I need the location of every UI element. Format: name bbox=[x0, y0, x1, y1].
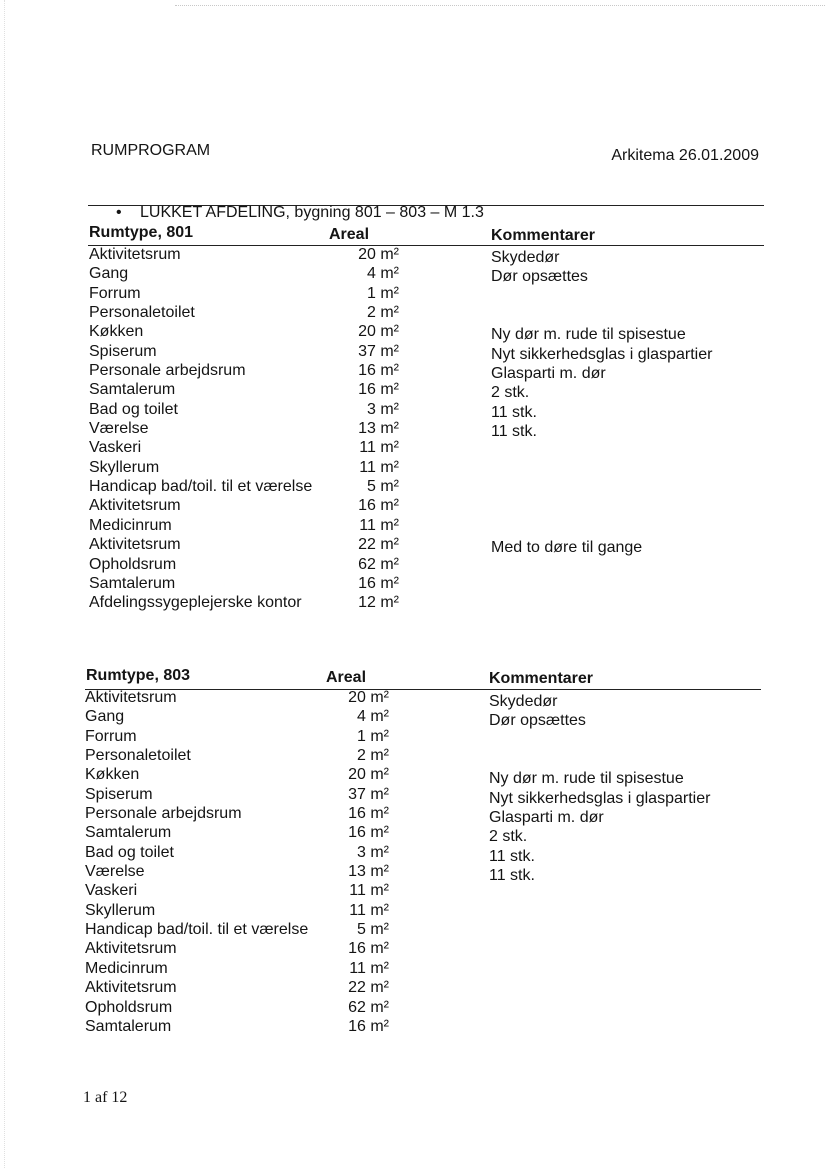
table-row bbox=[85, 785, 765, 807]
room-name: Køkken bbox=[85, 766, 140, 784]
room-comment: Ny dør m. rude til spisestue bbox=[489, 770, 684, 788]
room-area: 4 m² bbox=[357, 708, 389, 726]
bullet-icon: • bbox=[116, 204, 122, 221]
room-name: Vaskeri bbox=[85, 882, 138, 900]
table-row bbox=[85, 823, 765, 846]
room-area: 16 m² bbox=[348, 824, 389, 842]
room-name: Aktivitetsrum bbox=[89, 246, 181, 263]
room-name: Bad og toilet bbox=[85, 843, 174, 861]
table-row bbox=[89, 245, 769, 264]
table-803-header-room-type: Rumtype, 803 bbox=[86, 667, 191, 684]
room-name: Spiserum bbox=[85, 785, 153, 803]
room-name: Aktivitetsrum bbox=[85, 979, 177, 997]
table-row bbox=[89, 380, 769, 402]
room-comment: Ny dør m. rude til spisestue bbox=[491, 326, 686, 344]
room-name: Værelse bbox=[89, 420, 149, 438]
room-area: 11 m² bbox=[349, 959, 389, 977]
room-area: 11 m² bbox=[359, 458, 399, 476]
table-row bbox=[89, 477, 769, 496]
room-name: Køkken bbox=[89, 323, 144, 341]
room-name: Personaletoilet bbox=[85, 747, 191, 765]
room-area: 11 m² bbox=[359, 516, 399, 534]
room-area: 16 m² bbox=[358, 362, 399, 380]
table-row bbox=[89, 574, 769, 593]
room-area: 16 m² bbox=[358, 574, 399, 592]
room-comment: 11 stk. bbox=[491, 423, 537, 441]
table-801-header-room-type: Rumtype, 801 bbox=[89, 224, 194, 241]
room-name: Aktivitetsrum bbox=[89, 536, 181, 554]
room-name: Gang bbox=[89, 265, 129, 283]
room-area: 4 m² bbox=[367, 265, 399, 283]
table-row bbox=[85, 920, 765, 939]
room-area: 16 m² bbox=[348, 940, 389, 958]
room-comment: Med to døre til gange bbox=[491, 539, 643, 557]
room-name: Værelse bbox=[85, 863, 145, 881]
document-meta: Arkitema 26.01.2009 bbox=[611, 147, 759, 164]
room-area: 22 m² bbox=[358, 536, 399, 554]
table-row bbox=[85, 939, 765, 958]
table-row bbox=[89, 303, 769, 322]
room-name: Skyllerum bbox=[89, 458, 160, 476]
room-name: Samtalerum bbox=[85, 824, 172, 842]
room-area: 62 m² bbox=[358, 555, 399, 573]
room-area: 20 m² bbox=[348, 766, 389, 784]
table-801-rows bbox=[89, 245, 769, 613]
section-heading bbox=[116, 204, 484, 222]
table-row bbox=[85, 959, 765, 978]
scan-artifact-left bbox=[4, 0, 5, 1168]
room-name: Gang bbox=[85, 708, 125, 726]
table-803-header-comments: Kommentarer bbox=[489, 670, 594, 687]
room-name: Opholdsrum bbox=[85, 998, 173, 1016]
room-name: Handicap bad/toil. til et værelse bbox=[85, 921, 309, 939]
room-name: Forrum bbox=[89, 284, 141, 302]
room-area: 1 m² bbox=[367, 284, 399, 302]
table-row bbox=[89, 458, 769, 477]
room-area: 3 m² bbox=[367, 400, 399, 418]
room-name: Opholdsrum bbox=[89, 555, 177, 573]
table-row bbox=[89, 593, 769, 612]
table-row bbox=[85, 978, 765, 997]
table-row bbox=[89, 555, 769, 574]
room-area: 22 m² bbox=[348, 979, 389, 997]
room-name: Afdelingssygeplejerske kontor bbox=[89, 594, 302, 612]
table-row bbox=[89, 284, 769, 303]
room-name: Aktivitetsrum bbox=[89, 497, 181, 515]
room-area: 5 m² bbox=[367, 478, 399, 496]
room-comment: Skydedør bbox=[489, 693, 558, 710]
room-area: 62 m² bbox=[348, 998, 389, 1016]
scan-artifact-top bbox=[175, 5, 825, 6]
room-area: 16 m² bbox=[348, 1017, 389, 1035]
room-name: Medicinrum bbox=[85, 959, 168, 977]
room-area: 11 m² bbox=[359, 439, 399, 457]
room-area: 1 m² bbox=[357, 727, 389, 745]
room-area: 16 m² bbox=[358, 381, 399, 399]
room-area: 37 m² bbox=[358, 342, 399, 360]
room-name: Samtalerum bbox=[89, 574, 176, 592]
table-row bbox=[85, 707, 765, 730]
room-name: Skyllerum bbox=[85, 901, 156, 919]
room-comment: 11 stk. bbox=[489, 847, 535, 865]
room-name: Spiserum bbox=[89, 342, 157, 360]
table-801-header-comments: Kommentarer bbox=[491, 227, 596, 244]
section-heading-text: LUKKET AFDELING, bygning 801 – 803 – M 1.3 bbox=[140, 204, 484, 221]
room-name: Bad og toilet bbox=[89, 400, 178, 418]
room-area: 37 m² bbox=[348, 785, 389, 803]
room-area: 13 m² bbox=[358, 420, 399, 438]
table-row bbox=[85, 746, 765, 765]
room-comment: 11 stk. bbox=[491, 403, 537, 421]
room-comment: Skydedør bbox=[491, 249, 560, 266]
room-name: Samtalerum bbox=[89, 381, 176, 399]
table-row bbox=[85, 688, 765, 710]
table-row bbox=[89, 400, 769, 419]
room-name: Personale arbejdsrum bbox=[89, 362, 246, 380]
table-803-rows bbox=[85, 688, 765, 1036]
room-comment: Dør opsættes bbox=[491, 268, 588, 286]
room-name: Forrum bbox=[85, 727, 137, 745]
room-area: 5 m² bbox=[357, 921, 389, 939]
room-area: 12 m² bbox=[358, 594, 399, 612]
room-area: 11 m² bbox=[349, 901, 389, 919]
room-area: 20 m² bbox=[358, 323, 399, 341]
room-name: Personaletoilet bbox=[89, 304, 195, 322]
room-comment: Glasparti m. dør bbox=[491, 365, 606, 383]
room-area: 13 m² bbox=[348, 863, 389, 881]
room-comment: Nyt sikkerhedsglas i glaspartier bbox=[489, 789, 711, 807]
room-area: 11 m² bbox=[349, 882, 389, 900]
table-row bbox=[89, 419, 769, 441]
table-801-header-area: Areal bbox=[329, 226, 370, 243]
table-row bbox=[89, 342, 769, 361]
room-area: 3 m² bbox=[357, 843, 389, 861]
table-row bbox=[85, 1017, 765, 1036]
room-comment: Nyt sikkerhedsglas i glaspartier bbox=[491, 345, 713, 363]
table-row bbox=[85, 862, 765, 885]
room-name: Personale arbejdsrum bbox=[85, 805, 242, 823]
room-area: 16 m² bbox=[358, 497, 399, 515]
room-comment: 11 stk. bbox=[489, 867, 535, 885]
table-row bbox=[85, 765, 765, 788]
table-row bbox=[89, 496, 769, 515]
table-row bbox=[85, 901, 765, 920]
room-name: Aktivitetsrum bbox=[85, 689, 177, 706]
table-row bbox=[85, 727, 765, 746]
table-row bbox=[85, 881, 765, 900]
table-row bbox=[89, 264, 769, 286]
room-comment: 2 stk. bbox=[489, 828, 528, 846]
room-area: 20 m² bbox=[348, 689, 389, 706]
page-number: 1 af 12 bbox=[83, 1089, 128, 1106]
table-row bbox=[89, 516, 769, 535]
room-area: 2 m² bbox=[367, 304, 399, 322]
room-name: Vaskeri bbox=[89, 439, 142, 457]
table-row bbox=[85, 843, 765, 865]
room-area: 16 m² bbox=[348, 805, 389, 823]
document-title: RUMPROGRAM bbox=[91, 142, 211, 159]
room-name: Aktivitetsrum bbox=[85, 940, 177, 958]
room-name: Medicinrum bbox=[89, 516, 172, 534]
table-row bbox=[89, 438, 769, 457]
room-comment: Glasparti m. dør bbox=[489, 809, 604, 827]
room-name: Samtalerum bbox=[85, 1017, 172, 1035]
table-row bbox=[85, 804, 765, 827]
table-row bbox=[85, 998, 765, 1017]
room-comment: Dør opsættes bbox=[489, 712, 586, 730]
table-row bbox=[89, 361, 769, 383]
room-area: 2 m² bbox=[357, 747, 389, 765]
room-name: Handicap bad/toil. til et værelse bbox=[89, 478, 313, 496]
table-row bbox=[89, 535, 769, 557]
room-comment: 2 stk. bbox=[491, 384, 530, 402]
table-row bbox=[89, 322, 769, 344]
room-area: 20 m² bbox=[358, 246, 399, 263]
table-803-header-area: Areal bbox=[326, 669, 367, 686]
